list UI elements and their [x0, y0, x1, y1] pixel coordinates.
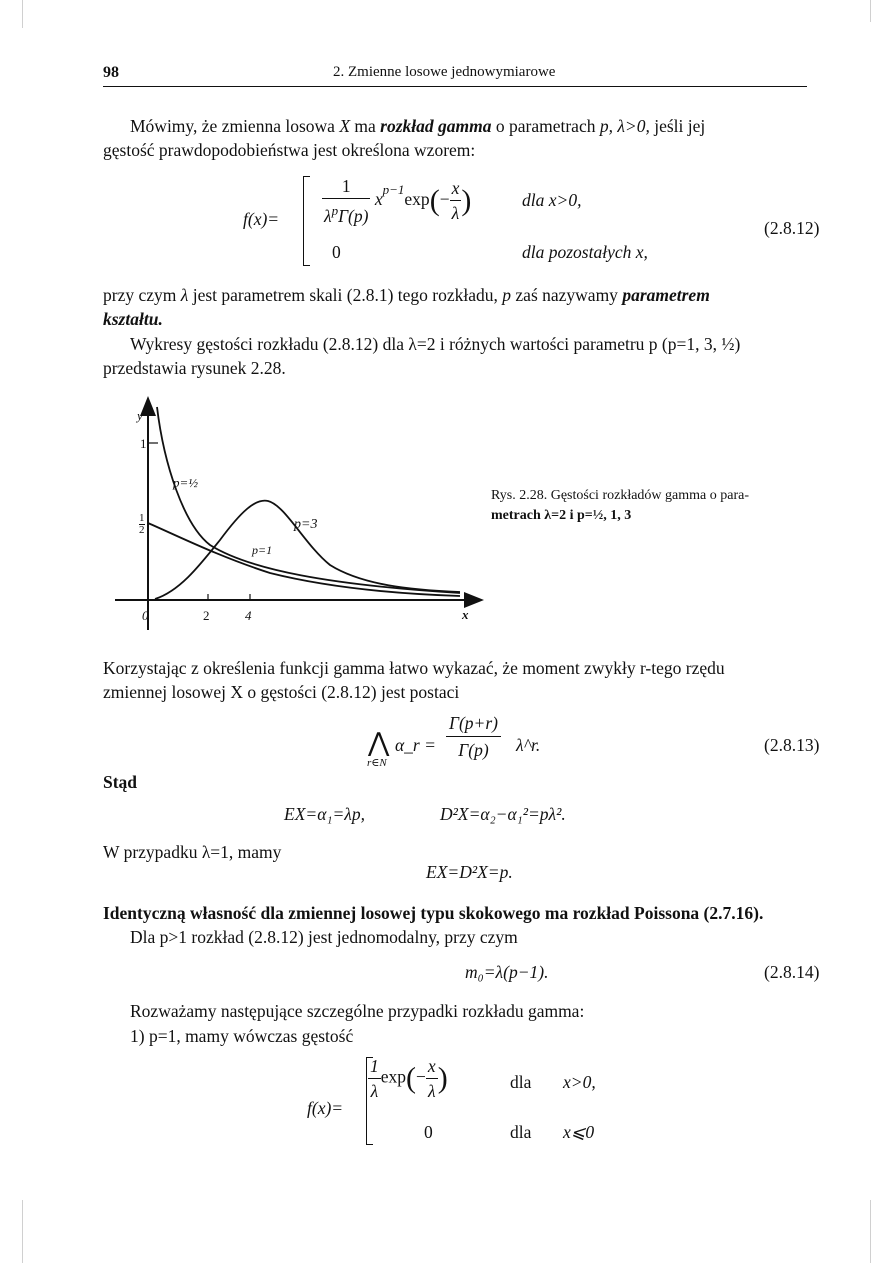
header-rule: [103, 86, 807, 87]
eq13-tail: λ^r.: [516, 735, 541, 755]
label-p3: p=3: [294, 517, 318, 532]
y-axis-label: y: [137, 408, 143, 423]
eq-number-2-8-14: (2.8.14): [764, 962, 820, 982]
eqf-cond1: x>0,: [563, 1072, 596, 1092]
para4-line1: Korzystając z określenia funkcji gamma łatwo wykazać, że moment zwykły r-tego rzędu: [103, 658, 725, 678]
eqf-cond1-dla: dla: [510, 1072, 532, 1092]
x-tick-0: 0: [142, 608, 149, 623]
y-tick-1: 1: [140, 436, 147, 451]
curve-p1: [148, 523, 460, 596]
page-edge-top-left: [22, 0, 23, 28]
para7-line1: Rozważamy następujące szczególne przypadki rozkładu gamma:: [130, 1001, 585, 1021]
label-p-half: p=½: [173, 475, 199, 490]
eqf-lhs: f(x)=: [307, 1098, 344, 1118]
x-axis-label: x: [462, 607, 469, 622]
eq-lambda1: EX=D²X=p.: [426, 862, 513, 882]
label-p1: p=1: [252, 543, 273, 557]
page-number: 98: [103, 64, 119, 81]
para4-line2: zmiennej losowej X o gęstości (2.8.12) jest postaci: [103, 682, 460, 702]
eqf-zero: 0: [424, 1122, 433, 1142]
eq-cond1: dla x>0,: [522, 190, 582, 210]
eq-ex: EX=α₁=λp,: [284, 804, 365, 824]
running-title: 2. Zmienne losowe jednowymiarowe: [333, 64, 556, 80]
para7-line2: 1) p=1, mamy wówczas gęstość: [130, 1026, 354, 1046]
eq13-quant-sub: r∈N: [367, 757, 387, 769]
eq13-quantifier: ⋀: [368, 728, 390, 757]
eq-lhs: f(x)=: [243, 209, 280, 229]
para1-line2: gęstość prawdopodobieństwa jest określona wzorem:: [103, 140, 476, 160]
page-edge-bottom-left: [22, 1200, 23, 1263]
eq-fraction: $\frac{1}{\lambda^p\Gamma(p)}$: [324, 176, 369, 226]
eq-number-2-8-12: (2.8.12): [764, 218, 820, 238]
eqf-cond2-dla: dla: [510, 1122, 532, 1142]
para5-line: W przypadku λ=1, mamy: [103, 842, 282, 862]
curve-p-half: [157, 407, 460, 593]
eq-cond2: dla pozostałych x,: [522, 242, 648, 262]
curve-p3: [155, 501, 460, 599]
x-tick-4: 4: [245, 608, 252, 623]
eqf-cond2: x⩽0: [563, 1122, 595, 1142]
para1-line1: Mówimy, że zmienna losowa X ma rozkład gamma o parametrach p, λ>0, jeśli jej: [130, 116, 706, 136]
eq-case1: $\frac{1}{\lambda^p\Gamma(p)}$ $x^{p-1}\exp(-$ $\frac{x}{\lambda}$ ): [324, 176, 472, 226]
gamma-density-plot: [100, 395, 500, 635]
para6-line1: Identyczną własność dla zmiennej losowej typu skokowego ma rozkład Poissona (2.7.16).: [103, 903, 764, 923]
y-tick-half: 1 2: [139, 512, 145, 536]
eq-2-8-14: m₀=λ(p−1).: [465, 962, 549, 982]
eq-var: D²X=α₂−α₁²=pλ².: [440, 804, 566, 824]
eq-brace: [303, 176, 310, 266]
x-tick-2: 2: [203, 608, 210, 623]
stad: Stąd: [103, 772, 138, 792]
figure-caption: Rys. 2.28. Gęstości rozkładów gamma o para- metrach λ=2 i p=½, 1, 3: [491, 488, 749, 523]
page-edge-top-right: [870, 0, 871, 22]
para2-line1: przy czym λ jest parametrem skali (2.8.1) tego rozkładu, p zaś nazywamy parametrem: [103, 285, 710, 305]
para2-line2: kształtu.: [103, 309, 163, 329]
para6-line2: Dla p>1 rozkład (2.8.12) jest jednomodalny, przy czym: [130, 927, 518, 947]
eq13-fraction: Γ(p+r) Γ(p): [446, 710, 501, 763]
para3-line2: przedstawia rysunek 2.28.: [103, 358, 286, 378]
para3-line1: Wykresy gęstości rozkładu (2.8.12) dla λ=2 i różnych wartości parametru p (p=1, 3, ½): [130, 334, 741, 354]
page-edge-bottom-right: [870, 1200, 871, 1263]
eqf-case1: $\frac{1}{\lambda}$ exp(− $\frac{x}{\lambda}$ ): [370, 1056, 448, 1101]
eq-number-2-8-13: (2.8.13): [764, 735, 820, 755]
eq-zero: 0: [332, 242, 341, 262]
eq13-lhs: α_r =: [395, 735, 436, 755]
